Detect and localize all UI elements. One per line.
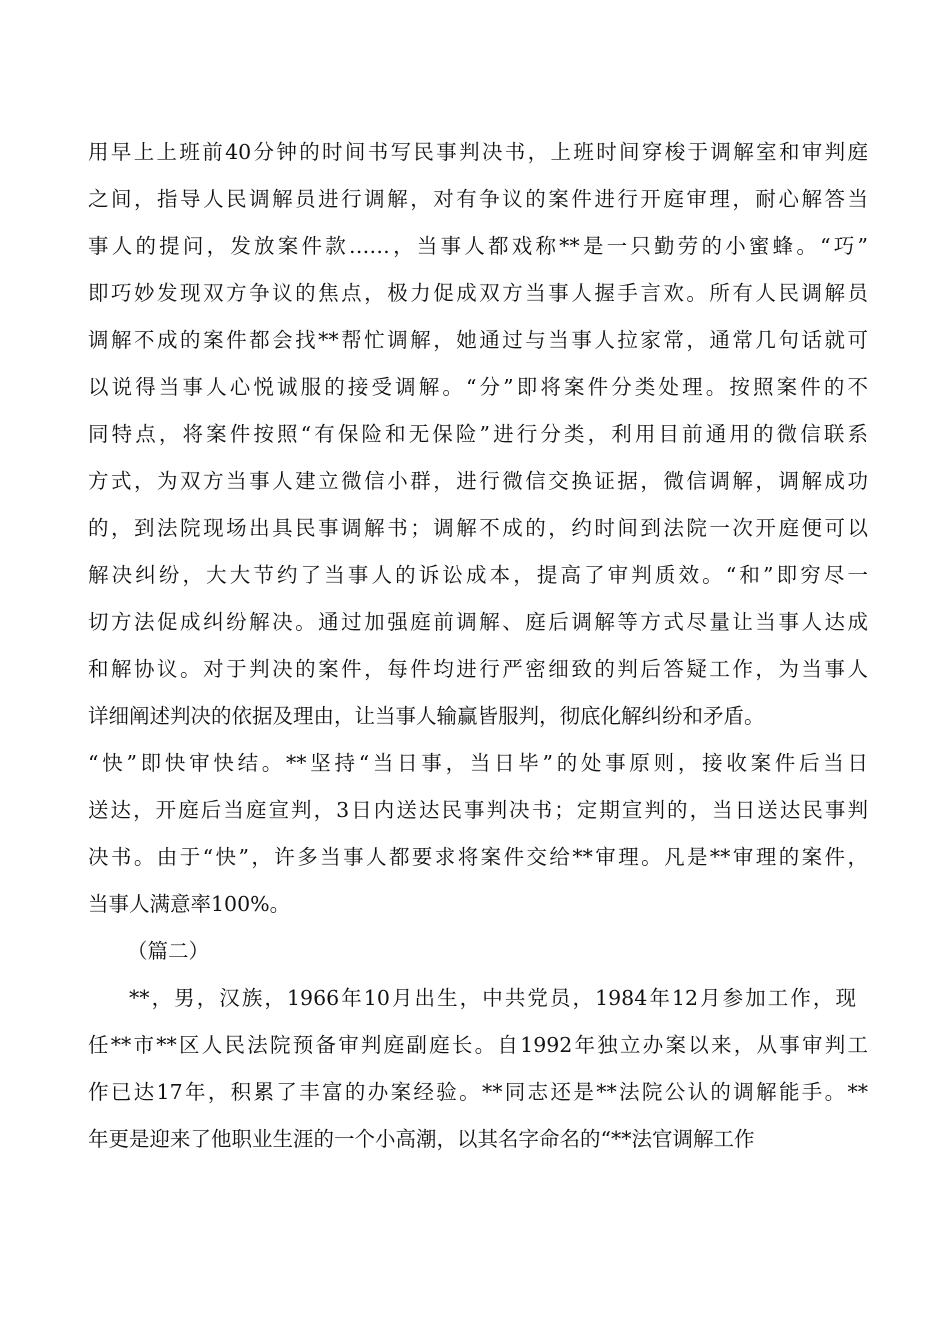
text-line: 同特点，将案件按照“有保险和无保险”进行分类，利用目前通用的微信联系 [88,422,868,446]
text-line: 以说得当事人心悦诚服的接受调解。“分”即将案件分类处理。按照案件的不 [88,375,868,399]
text-line: “快”即快审快结。**坚持“当日事，当日毕”的处事原则，接收案件后当日 [88,751,868,775]
text-line: 方式，为双方当事人建立微信小群，进行微信交换证据，微信调解，调解成功 [88,469,868,493]
text-line: 详细阐述判决的依据及理由，让当事人输赢皆服判，彻底化解纠纷和矛盾。 [88,704,765,728]
text-line: 和解协议。对于判决的案件，每件均进行严密细致的判后答疑工作，为当事人 [88,657,868,681]
text-line: 用早上上班前40分钟的时间书写民事判决书，上班时间穿梭于调解室和审判庭 [88,140,868,164]
text-line: 解决纠纷，大大节约了当事人的诉讼成本，提高了审判质效。“和”即穷尽一 [88,563,868,587]
text-line: 决书。由于“快”，许多当事人都要求将案件交给**审理。凡是**审理的案件， [88,845,868,869]
text-line: 之间，指导人民调解员进行调解，对有争议的案件进行开庭审理，耐心解答当 [88,187,868,211]
text-line: 切方法促成纠纷解决。通过加强庭前调解、庭后调解等方式尽量让当事人达成 [88,610,868,634]
text-line: 的，到法院现场出具民事调解书；调解不成的，约时间到法院一次开庭便可以 [88,516,868,540]
text-line: 即巧妙发现双方争议的焦点，极力促成双方当事人握手言欢。所有人民调解员 [88,281,868,305]
text-line: 任**市**区人民法院预备审判庭副庭长。自1992年独立办案以来，从事审判工 [88,1033,868,1057]
text-line: 作已达17年，积累了丰富的办案经验。**同志还是**法院公认的调解能手。** [88,1080,868,1104]
text-line: 送达，开庭后当庭宣判，3日内送达民事判决书；定期宣判的，当日送达民事判 [88,798,868,822]
text-line: 年更是迎来了他职业生涯的一个小高潮，以其名字命名的“**法官调解工作 [88,1127,755,1151]
section-heading: （篇二） [127,939,209,963]
text-line: 当事人满意率100%。 [88,892,291,916]
text-line: 事人的提问，发放案件款……，当事人都戏称**是一只勤劳的小蜜蜂。“巧” [88,234,868,258]
text-line: **，男，汉族，1966年10月出生，中共党员，1984年12月参加工作，现 [129,986,856,1010]
text-line: 调解不成的案件都会找**帮忙调解，她通过与当事人拉家常，通常几句话就可 [88,328,868,352]
